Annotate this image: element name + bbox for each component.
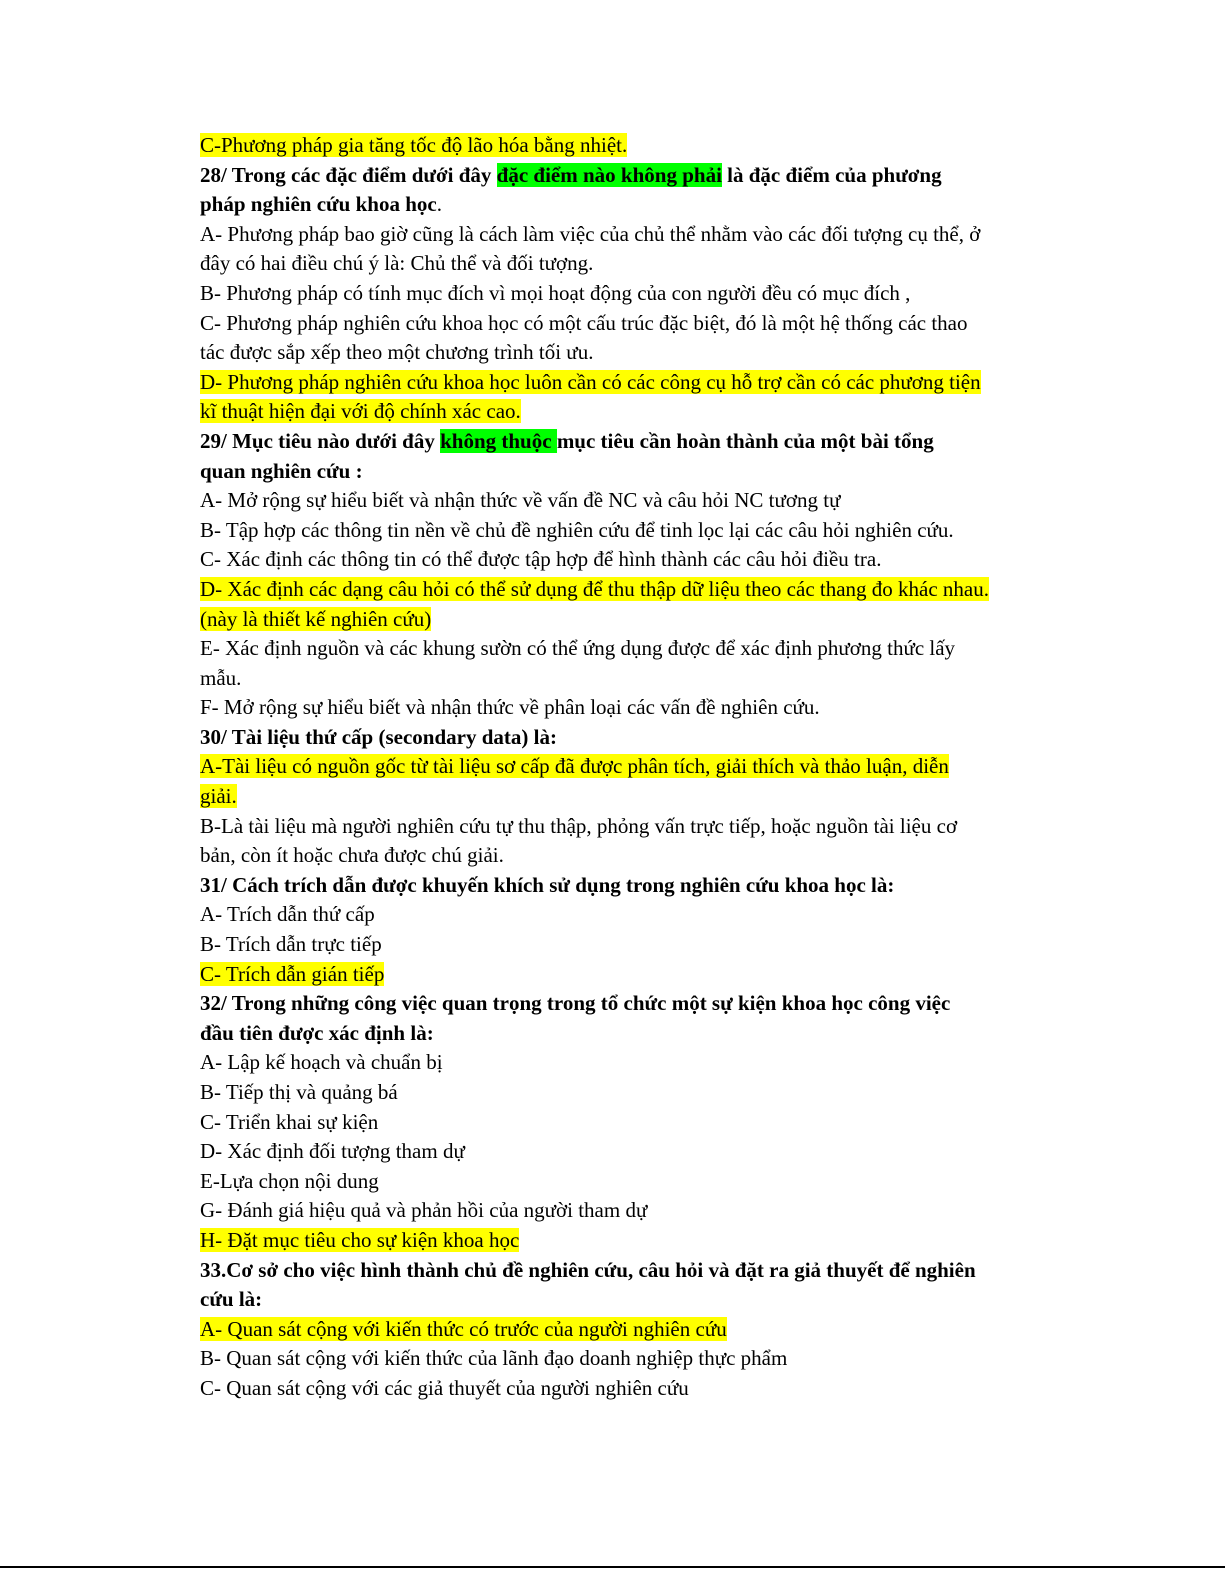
- option-line: D- Xác định đối tượng tham dự: [200, 1139, 465, 1164]
- option-line: C- Triển khai sự kiện: [200, 1109, 379, 1134]
- question-30: 30/ Tài liệu thứ cấp (secondary data) là:: [200, 724, 557, 749]
- question-text: 28/ Trong các đặc điểm dưới đây: [200, 162, 497, 187]
- option-line: tác được sắp xếp theo một chương trình tối ưu.: [200, 340, 594, 365]
- question-28-cont: [200, 190, 1050, 220]
- option-line: B-Là tài liệu mà người nghiên cứu tự thu thập, phỏng vấn trực tiếp, hoặc nguồn tài liệu cơ: [200, 813, 958, 838]
- document-page: [200, 131, 1050, 1404]
- question-32-cont: đầu tiên được xác định là:: [200, 1020, 434, 1045]
- option-line: G- Đánh giá hiệu quả và phản hồi của người tham dự: [200, 1198, 648, 1223]
- option-line: B- Phương pháp có tính mục đích vì mọi hoạt động của con người đều có mục đích ,: [200, 280, 911, 305]
- highlighted-answer: D- Xác định các dạng câu hỏi có thể sử dụng để thu thập dữ liệu theo các thang đo khác nhau.: [200, 576, 990, 601]
- option-line: A- Phương pháp bao giờ cũng là cách làm việc của chủ thể nhằm vào các đối tượng cụ thể, ở: [200, 221, 981, 246]
- answer-line: [200, 1226, 1050, 1256]
- answer-line: [200, 397, 1050, 427]
- question-33: 33.Cơ sở cho việc hình thành chủ đề nghiên cứu, câu hỏi và đặt ra giả thuyết để nghiên: [200, 1257, 976, 1282]
- highlighted-answer: giải.: [200, 784, 237, 809]
- answer-line: [200, 131, 1050, 161]
- option-line: B- Quan sát cộng với kiến thức của lãnh đạo doanh nghiệp thực phẩm: [200, 1346, 788, 1371]
- page-bottom-rule: [0, 1566, 1225, 1568]
- option-line: F- Mở rộng sự hiểu biết và nhận thức về phân loại các vấn đề nghiên cứu.: [200, 695, 820, 720]
- answer-line: [200, 575, 1050, 605]
- question-29-cont: quan nghiên cứu :: [200, 458, 363, 483]
- keyword-highlight: đặc điểm nào không phải: [496, 162, 722, 187]
- highlighted-answer: C-Phương pháp gia tăng tốc độ lão hóa bằng nhiệt.: [200, 133, 628, 157]
- highlighted-answer: C- Trích dẫn gián tiếp: [200, 961, 385, 986]
- question-33-cont: cứu là:: [200, 1287, 263, 1312]
- option-line: B- Tiếp thị và quảng bá: [200, 1080, 398, 1104]
- question-text: mục tiêu cần hoàn thành của một bài tổng: [556, 428, 934, 453]
- answer-line: [200, 782, 1050, 812]
- option-line: bản, còn ít hoặc chưa được chú giải.: [200, 843, 504, 868]
- highlighted-answer: A- Quan sát cộng với kiến thức có trước của người nghiên cứu: [200, 1316, 727, 1341]
- option-line: A- Trích dẫn thứ cấp: [200, 902, 375, 927]
- option-line: E-Lựa chọn nội dung: [200, 1168, 379, 1193]
- highlighted-answer: kĩ thuật hiện đại với độ chính xác cao.: [200, 399, 521, 424]
- option-line: A- Lập kế hoạch và chuẩn bị: [200, 1050, 443, 1075]
- answer-line: [200, 1315, 1050, 1345]
- question-28: [200, 161, 1050, 191]
- option-line: C- Xác định các thông tin có thể được tập hợp để hình thành các câu hỏi điều tra.: [200, 547, 882, 572]
- answer-line: [200, 368, 1050, 398]
- answer-line: [200, 605, 1050, 635]
- question-period: .: [436, 192, 442, 217]
- question-text: là đặc điểm của phương: [721, 162, 942, 187]
- question-text: 29/ Mục tiêu nào dưới đây: [200, 428, 441, 453]
- highlighted-answer: H- Đặt mục tiêu cho sự kiện khoa học: [200, 1227, 520, 1252]
- answer-line: [200, 752, 1050, 782]
- option-line: E- Xác định nguồn và các khung sườn có thể ứng dụng được để xác định phương thức lấy: [200, 636, 956, 661]
- highlighted-answer: D- Phương pháp nghiên cứu khoa học luôn cần có các công cụ hỗ trợ cần có các phương tiện: [200, 369, 981, 394]
- option-line: C- Quan sát cộng với các giả thuyết của người nghiên cứu: [200, 1375, 689, 1400]
- option-line: mẫu.: [200, 665, 242, 690]
- highlighted-answer: (này là thiết kế nghiên cứu): [200, 606, 432, 631]
- option-line: C- Phương pháp nghiên cứu khoa học có một cấu trúc đặc biệt, đó là một hệ thống các thao: [200, 310, 968, 335]
- answer-line: [200, 960, 1050, 990]
- keyword-highlight: không thuộc: [440, 428, 557, 453]
- option-line: B- Tập hợp các thông tin nền về chủ đề nghiên cứu để tinh lọc lại các câu hỏi nghiên cứu.: [200, 517, 954, 542]
- question-31: 31/ Cách trích dẫn được khuyến khích sử dụng trong nghiên cứu khoa học là:: [200, 872, 895, 897]
- highlighted-answer: A-Tài liệu có nguồn gốc từ tài liệu sơ cấp đã được phân tích, giải thích và thảo luận, diễn: [200, 754, 949, 779]
- question-29: [200, 427, 1050, 457]
- question-text: pháp nghiên cứu khoa học: [200, 192, 437, 217]
- question-32: 32/ Trong những công việc quan trọng trong tổ chức một sự kiện khoa học công việc: [200, 991, 951, 1016]
- option-line: B- Trích dẫn trực tiếp: [200, 932, 382, 957]
- option-line: đây có hai điều chú ý là: Chủ thể và đối tượng.: [200, 251, 594, 276]
- option-line: A- Mở rộng sự hiểu biết và nhận thức về vấn đề NC và câu hỏi NC tương tự: [200, 488, 841, 513]
